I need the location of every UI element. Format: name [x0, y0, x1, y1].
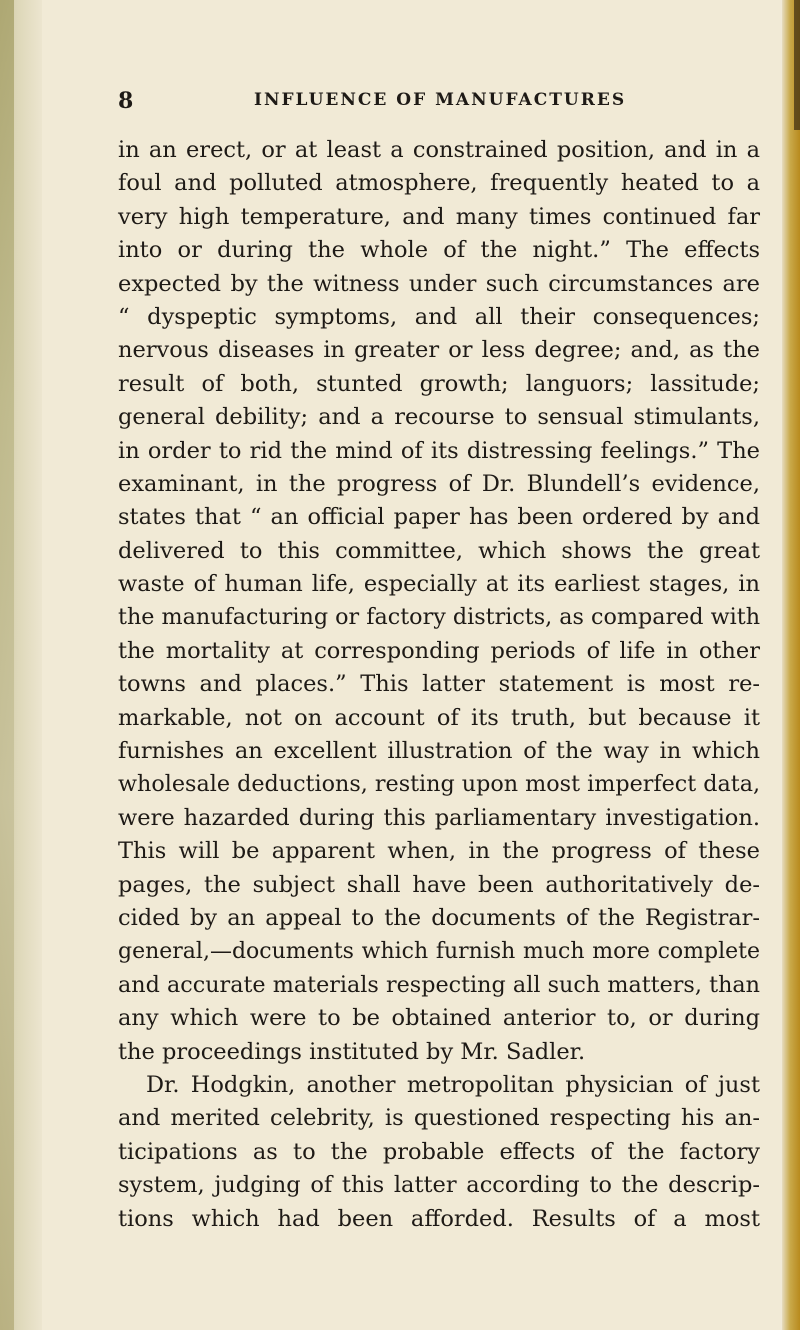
text-line: Dr. Hodgkin, another metropolitan physician of just	[146, 1071, 760, 1098]
text-line: expected by the witness under such circumstances are	[118, 270, 760, 297]
running-title: INFLUENCE OF MANUFACTURES	[254, 90, 627, 110]
text-line: towns and places.” This latter statement is most re-	[118, 671, 760, 698]
text-line: the manufacturing or factory districts, as compared with	[118, 604, 761, 631]
text-line: any which were to be obtained anterior to, or during	[118, 1005, 760, 1032]
text-line: cided by an appeal to the documents of the Registrar-	[118, 904, 760, 931]
text-line: ticipations as to the probable effects of the factory	[118, 1138, 760, 1165]
text-line: wholesale deductions, resting upon most imperfect data,	[118, 771, 761, 798]
text-line: and merited celebrity, is questioned respecting his an-	[118, 1105, 760, 1132]
text-line: examinant, in the progress of Dr. Blundell’s evidence,	[118, 470, 760, 497]
text-line: delivered to this committee, which shows the great	[118, 537, 760, 564]
text-line: were hazarded during this parliamentary investigation.	[118, 804, 760, 831]
text-line: in an erect, or at least a constrained position, and in a	[118, 137, 760, 163]
page-header	[118, 88, 758, 116]
text-line: general,—documents which furnish much more complete	[118, 939, 760, 965]
text-line: into or during the whole of the night.” The effects	[118, 237, 760, 264]
text-line: tions which had been afforded. Results of a most	[118, 1205, 760, 1232]
text-line: and accurate materials respecting all such matters, than	[118, 971, 760, 998]
text-line: the mortality at corresponding periods of life in other	[118, 637, 760, 664]
text-line: system, judging of this latter according to the descrip-	[118, 1172, 760, 1199]
text-line: very high temperature, and many times continued far	[118, 203, 760, 230]
page-right-edge	[782, 0, 800, 1330]
text-line: “ dyspeptic symptoms, and all their consequences;	[118, 303, 760, 330]
text-line: pages, the subject shall have been authoritatively de-	[118, 871, 760, 898]
page-corner-shadow	[794, 0, 800, 130]
body-text	[118, 134, 760, 1236]
text-line: in order to rid the mind of its distressing feelings.” The	[118, 437, 760, 464]
text-line: the proceedings instituted by Mr. Sadler.	[118, 1038, 586, 1065]
text-line: This will be apparent when, in the progress of these	[118, 838, 760, 865]
binding-shadow	[0, 0, 14, 1330]
text-line: general debility; and a recourse to sensual stimulants,	[118, 404, 760, 431]
text-line: waste of human life, especially at its earliest stages, in	[118, 571, 760, 598]
text-line: foul and polluted atmosphere, frequently heated to a	[118, 170, 760, 197]
text-line: furnishes an excellent illustration of the way in which	[118, 738, 760, 765]
page-number: 8	[118, 88, 134, 114]
text-line: markable, not on account of its truth, but because it	[118, 704, 760, 731]
text-line: result of both, stunted growth; languors; lassitude;	[118, 370, 760, 397]
text-line: states that “ an official paper has been ordered by and	[118, 504, 760, 531]
text-line: nervous diseases in greater or less degree; and, as the	[118, 337, 760, 364]
